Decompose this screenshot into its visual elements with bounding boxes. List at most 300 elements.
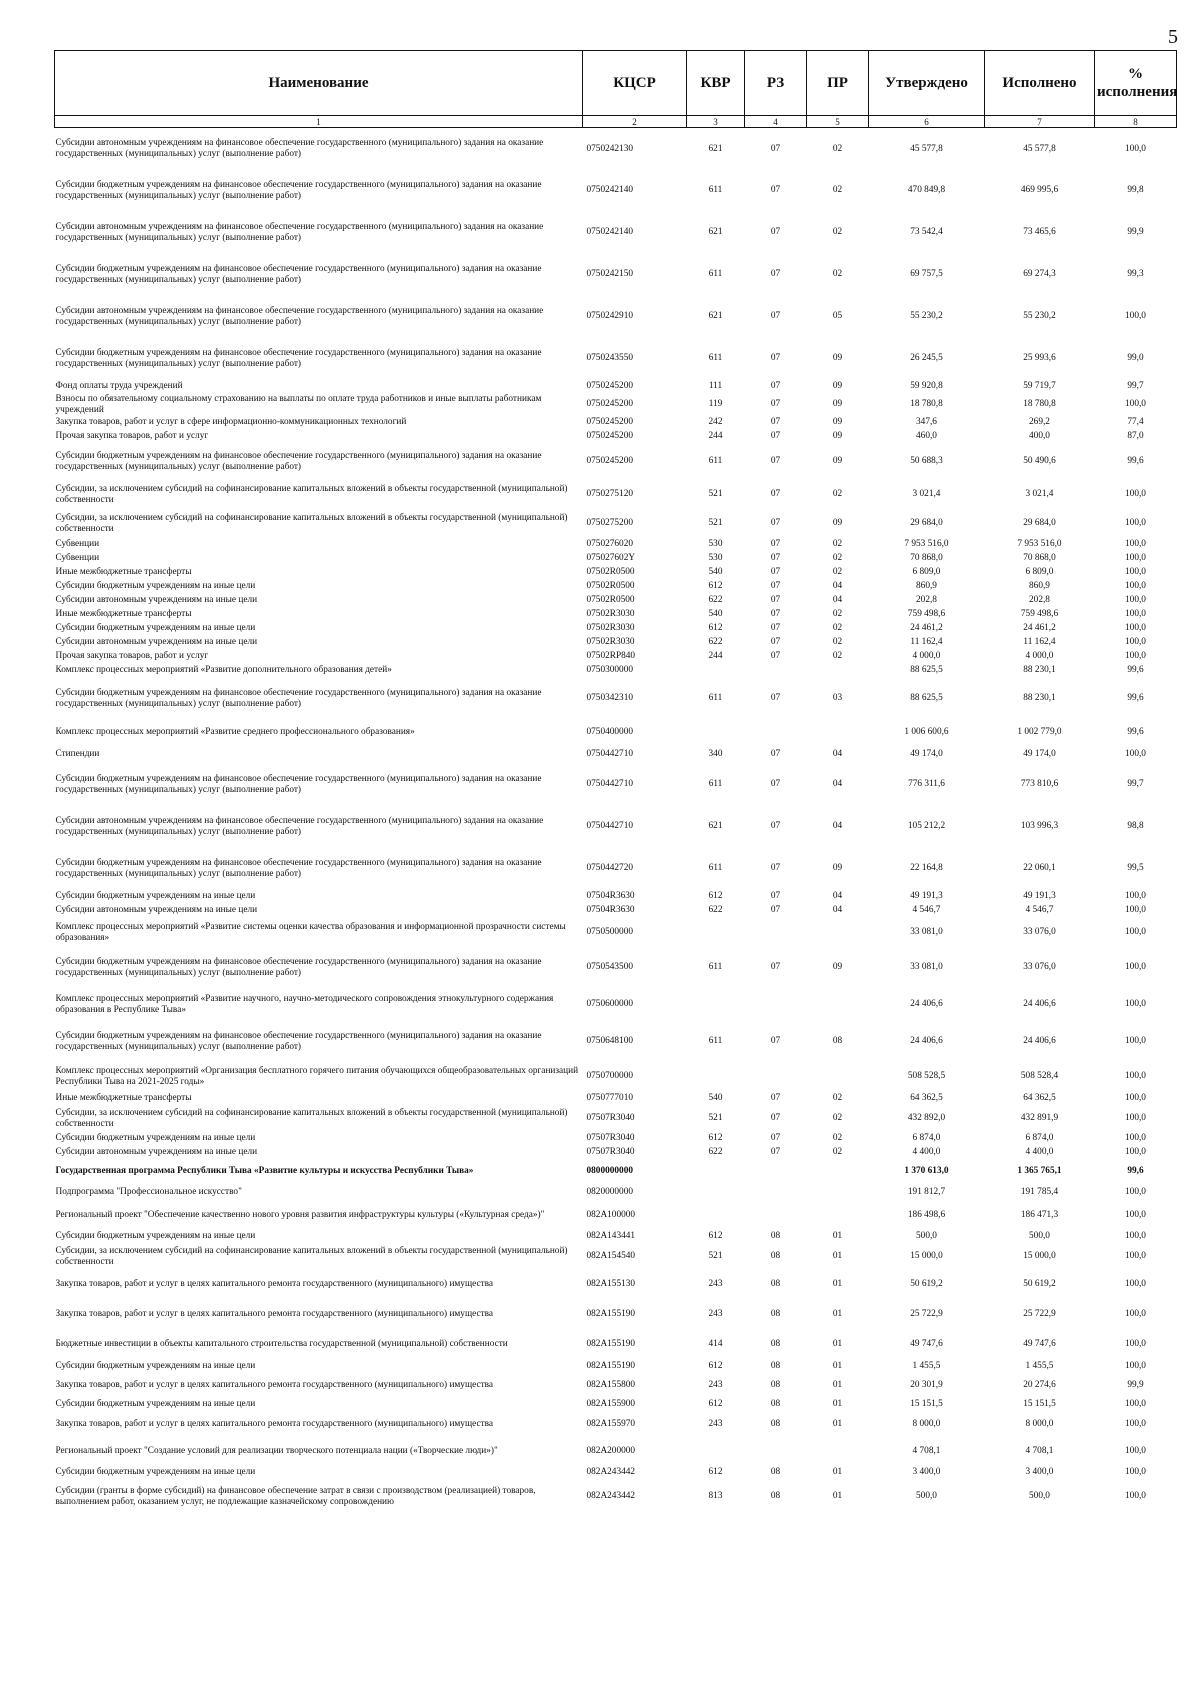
cell-kcsr: 082A243442 bbox=[586, 1491, 636, 1502]
cell-percent: 100,0 bbox=[1125, 927, 1146, 938]
cell-name: Субсидии автономным учреждениям на финансовое обеспечение государственного (муниципального) задания на оказание государственных (муниципальных) услуг (выполнение работ) bbox=[55, 816, 544, 837]
cell-rz: 07 bbox=[770, 489, 781, 500]
cell-approved: 470 849,8 bbox=[907, 185, 946, 196]
cell-pr: 09 bbox=[832, 518, 843, 529]
cell-approved: 26 245,5 bbox=[910, 353, 943, 364]
table-row bbox=[55, 580, 1177, 594]
cell-executed: 25 722,9 bbox=[1023, 1309, 1056, 1320]
cell-name: Иные межбюджетные трансферты bbox=[55, 567, 192, 578]
cell-approved: 4 546,7 bbox=[912, 905, 941, 916]
cell-executed: 103 996,3 bbox=[1020, 821, 1059, 832]
cell-executed: 49 191,3 bbox=[1023, 891, 1056, 902]
cell-kvr bbox=[687, 1184, 745, 1202]
cell-rz: 07 bbox=[770, 1147, 781, 1158]
cell-percent: 100,0 bbox=[1125, 1147, 1146, 1158]
cell-pr: 04 bbox=[832, 581, 843, 592]
cell-kvr: 243 bbox=[708, 1380, 723, 1391]
table-row bbox=[55, 1330, 1177, 1360]
cell-kcsr: 0750245200 bbox=[586, 456, 633, 467]
cell-pr: 02 bbox=[832, 609, 843, 620]
cell-kcsr: 07502R0500 bbox=[586, 595, 635, 606]
cell-kcsr: 0750777010 bbox=[586, 1093, 633, 1104]
cell-approved: 50 619,2 bbox=[910, 1279, 943, 1290]
cell-percent: 100,0 bbox=[1125, 1339, 1146, 1350]
cell-percent: 100,0 bbox=[1125, 637, 1146, 648]
cell-kcsr: 082A100000 bbox=[586, 1210, 636, 1221]
cell-rz: 07 bbox=[770, 637, 781, 648]
table-row bbox=[55, 1374, 1177, 1398]
cell-approved: 49 174,0 bbox=[910, 749, 943, 760]
cell-name: Закупка товаров, работ и услуг в целях капитального ремонта государственного (муниципального) имущества bbox=[55, 1380, 494, 1391]
cell-pr: 02 bbox=[832, 1133, 843, 1144]
cell-approved: 88 625,5 bbox=[910, 665, 943, 676]
cell-pr: 01 bbox=[832, 1309, 843, 1320]
cell-approved: 3 021,4 bbox=[912, 489, 941, 500]
header-pr: ПР bbox=[807, 51, 869, 116]
cell-kvr: 530 bbox=[708, 539, 723, 550]
cell-kvr: 243 bbox=[708, 1279, 723, 1290]
table-row bbox=[55, 416, 1177, 430]
cell-kcsr: 07507R3040 bbox=[586, 1113, 635, 1124]
cell-pr: 01 bbox=[832, 1399, 843, 1410]
cell-executed: 1 365 765,1 bbox=[1017, 1166, 1062, 1177]
cell-percent: 99,6 bbox=[1127, 1166, 1144, 1177]
cell-kvr bbox=[687, 1438, 745, 1466]
cell-rz bbox=[745, 988, 807, 1022]
cell-percent: 100,0 bbox=[1125, 595, 1146, 606]
cell-rz: 07 bbox=[770, 399, 781, 410]
cell-pr: 01 bbox=[832, 1361, 843, 1372]
cell-percent: 100,0 bbox=[1125, 539, 1146, 550]
cell-pr: 02 bbox=[832, 1147, 843, 1158]
cell-kcsr: 082A154540 bbox=[586, 1251, 636, 1262]
cell-kvr: 612 bbox=[708, 581, 723, 592]
cell-executed: 432 891,9 bbox=[1020, 1113, 1059, 1124]
cell-executed: 29 684,0 bbox=[1023, 518, 1056, 529]
table-row bbox=[55, 1146, 1177, 1160]
cell-rz: 07 bbox=[770, 905, 781, 916]
cell-executed: 18 780,8 bbox=[1023, 399, 1056, 410]
cell-percent: 100,0 bbox=[1125, 651, 1146, 662]
cell-kcsr: 07502RP840 bbox=[586, 651, 636, 662]
cell-kcsr: 07502R3030 bbox=[586, 637, 635, 648]
cell-executed: 11 162,4 bbox=[1023, 637, 1056, 648]
cell-percent: 100,0 bbox=[1125, 1467, 1146, 1478]
table-row bbox=[55, 1062, 1177, 1092]
cell-name: Иные межбюджетные трансферты bbox=[55, 1093, 192, 1104]
cell-kvr: 611 bbox=[708, 456, 723, 467]
cell-pr: 02 bbox=[832, 269, 843, 280]
cell-executed: 24 461,2 bbox=[1023, 623, 1056, 634]
cell-percent: 100,0 bbox=[1125, 1491, 1146, 1502]
cell-kcsr: 0750242910 bbox=[586, 311, 633, 322]
cell-percent: 100,0 bbox=[1125, 891, 1146, 902]
cell-kcsr: 07502R0500 bbox=[586, 567, 635, 578]
cell-name: Субсидии бюджетным учреждениям на иные цели bbox=[55, 1361, 256, 1372]
column-number: 7 bbox=[985, 116, 1095, 128]
cell-executed: 24 406,6 bbox=[1023, 1036, 1056, 1047]
cell-name: Закупка товаров, работ и услуг в целях капитального ремонта государственного (муниципального) имущества bbox=[55, 1279, 494, 1290]
cell-rz: 08 bbox=[770, 1339, 781, 1350]
cell-approved: 8 000,0 bbox=[912, 1419, 941, 1430]
cell-percent: 99,7 bbox=[1127, 381, 1144, 392]
cell-pr: 02 bbox=[832, 637, 843, 648]
cell-rz bbox=[745, 1438, 807, 1466]
cell-kvr bbox=[687, 918, 745, 948]
cell-rz: 07 bbox=[770, 651, 781, 662]
cell-approved: 7 953 516,0 bbox=[904, 539, 949, 550]
cell-name: Комплекс процессных мероприятий «Организация бесплатного горячего питания обучающихся общеобразовательных организаций Республики Тыва на 2021-2025 годы» bbox=[55, 1066, 579, 1087]
cell-percent: 100,0 bbox=[1125, 1113, 1146, 1124]
cell-name: Субсидии автономным учреждениям на иные цели bbox=[55, 1147, 258, 1158]
cell-executed: 6 809,0 bbox=[1025, 567, 1054, 578]
cell-pr: 01 bbox=[832, 1491, 843, 1502]
cell-kvr: 612 bbox=[708, 1399, 723, 1410]
table-row bbox=[55, 1412, 1177, 1438]
table-header-row bbox=[55, 51, 1177, 116]
cell-percent: 99,7 bbox=[1127, 779, 1144, 790]
cell-kvr: 813 bbox=[708, 1491, 723, 1502]
cell-rz: 08 bbox=[770, 1491, 781, 1502]
table-body bbox=[55, 128, 1177, 1514]
cell-percent: 100,0 bbox=[1125, 1361, 1146, 1372]
cell-kcsr: 0750242140 bbox=[586, 185, 633, 196]
cell-percent: 100,0 bbox=[1125, 143, 1146, 154]
table-row bbox=[55, 1022, 1177, 1062]
cell-name: Закупка товаров, работ и услуг в целях капитального ремонта государственного (муниципального) имущества bbox=[55, 1309, 494, 1320]
table-row bbox=[55, 394, 1177, 416]
cell-kcsr: 07507R3040 bbox=[586, 1133, 635, 1144]
cell-kcsr: 07502R3030 bbox=[586, 623, 635, 634]
cell-pr: 01 bbox=[832, 1380, 843, 1391]
cell-kcsr: 082A155190 bbox=[586, 1361, 636, 1372]
cell-name: Субсидии бюджетным учреждениям на финансовое обеспечение государственного (муниципального) задания на оказание государственных (муниципальных) услуг (выполнение работ) bbox=[55, 1031, 542, 1052]
cell-rz: 07 bbox=[770, 185, 781, 196]
table-row bbox=[55, 128, 1177, 170]
cell-kcsr: 0750600000 bbox=[586, 999, 633, 1010]
column-number: 5 bbox=[807, 116, 869, 128]
cell-executed: 3 021,4 bbox=[1025, 489, 1054, 500]
cell-pr: 02 bbox=[832, 1113, 843, 1124]
cell-name: Субсидии бюджетным учреждениям на финансовое обеспечение государственного (муниципального) задания на оказание государственных (муниципальных) услуг (выполнение работ) bbox=[55, 774, 542, 795]
cell-kvr: 621 bbox=[708, 311, 723, 322]
cell-pr: 02 bbox=[832, 623, 843, 634]
cell-kvr: 340 bbox=[708, 749, 723, 760]
cell-kvr: 521 bbox=[708, 1113, 723, 1124]
table-row bbox=[55, 1300, 1177, 1330]
cell-executed: 15 151,5 bbox=[1023, 1399, 1056, 1410]
cell-rz: 08 bbox=[770, 1467, 781, 1478]
cell-pr bbox=[807, 1202, 869, 1230]
cell-kvr: 540 bbox=[708, 567, 723, 578]
cell-name: Субсидии бюджетным учреждениям на иные цели bbox=[55, 1467, 256, 1478]
cell-rz: 08 bbox=[770, 1251, 781, 1262]
cell-pr: 04 bbox=[832, 821, 843, 832]
cell-name: Прочая закупка товаров, работ и услуг bbox=[55, 651, 209, 662]
cell-kcsr: 0750500000 bbox=[586, 927, 633, 938]
table-row bbox=[55, 608, 1177, 622]
cell-pr: 05 bbox=[832, 311, 843, 322]
cell-executed: 64 362,5 bbox=[1023, 1093, 1056, 1104]
cell-kvr: 243 bbox=[708, 1309, 723, 1320]
cell-name: Субсидии, за исключением субсидий на софинансирование капитальных вложений в объекты государственной (муниципальной) собственности bbox=[55, 1108, 568, 1129]
cell-name: Субвенции bbox=[55, 553, 100, 564]
cell-name: Субсидии бюджетным учреждениям на иные цели bbox=[55, 581, 256, 592]
cell-approved: 759 498,6 bbox=[907, 609, 946, 620]
cell-pr: 02 bbox=[832, 651, 843, 662]
table-row bbox=[55, 848, 1177, 890]
cell-rz: 07 bbox=[770, 779, 781, 790]
cell-executed: 469 995,6 bbox=[1020, 185, 1059, 196]
table-row bbox=[55, 1270, 1177, 1300]
cell-executed: 860,9 bbox=[1029, 581, 1050, 592]
table-row bbox=[55, 904, 1177, 918]
table-row bbox=[55, 1438, 1177, 1466]
cell-pr: 01 bbox=[832, 1419, 843, 1430]
cell-percent: 99,3 bbox=[1127, 269, 1144, 280]
cell-pr: 02 bbox=[832, 227, 843, 238]
cell-name: Субсидии автономным учреждениям на финансовое обеспечение государственного (муниципального) задания на оказание государственных (муниципальных) услуг (выполнение работ) bbox=[55, 222, 544, 243]
cell-percent: 100,0 bbox=[1125, 1187, 1146, 1198]
table-row bbox=[55, 664, 1177, 678]
cell-name: Субсидии автономным учреждениям на финансовое обеспечение государственного (муниципального) задания на оказание государственных (муниципальных) услуг (выполнение работ) bbox=[55, 138, 544, 159]
table-row bbox=[55, 1244, 1177, 1270]
cell-approved: 1 455,5 bbox=[912, 1361, 941, 1372]
cell-approved: 70 868,0 bbox=[910, 553, 943, 564]
column-number: 8 bbox=[1095, 116, 1177, 128]
cell-kvr bbox=[687, 1160, 745, 1184]
cell-kvr: 242 bbox=[708, 417, 723, 428]
cell-percent: 100,0 bbox=[1125, 553, 1146, 564]
cell-name: Закупка товаров, работ и услуг в целях капитального ремонта государственного (муниципального) имущества bbox=[55, 1419, 494, 1430]
cell-kvr: 621 bbox=[708, 143, 723, 154]
cell-kcsr: 0750242130 bbox=[586, 143, 633, 154]
cell-executed: 1 455,5 bbox=[1025, 1361, 1054, 1372]
budget-execution-table-sheet bbox=[54, 50, 1176, 1514]
table-row bbox=[55, 1106, 1177, 1132]
cell-rz: 07 bbox=[770, 1113, 781, 1124]
header-approved: Утверждено bbox=[869, 51, 985, 116]
cell-approved: 24 461,2 bbox=[910, 623, 943, 634]
cell-executed: 49 747,6 bbox=[1023, 1339, 1056, 1350]
cell-kvr: 622 bbox=[708, 905, 723, 916]
cell-executed: 15 000,0 bbox=[1023, 1251, 1056, 1262]
cell-rz: 08 bbox=[770, 1309, 781, 1320]
cell-rz: 07 bbox=[770, 431, 781, 442]
cell-executed: 22 060,1 bbox=[1023, 863, 1056, 874]
cell-kvr: 521 bbox=[708, 518, 723, 529]
cell-approved: 29 684,0 bbox=[910, 518, 943, 529]
cell-executed: 8 000,0 bbox=[1025, 1419, 1054, 1430]
cell-rz: 08 bbox=[770, 1231, 781, 1242]
cell-kcsr: 0750700000 bbox=[586, 1071, 633, 1082]
cell-pr: 09 bbox=[832, 863, 843, 874]
table-row bbox=[55, 296, 1177, 338]
cell-kvr bbox=[687, 720, 745, 746]
cell-name: Государственная программа Республики Тыва «Развитие культуры и искусства Республики Тыва» bbox=[55, 1166, 474, 1177]
cell-percent: 100,0 bbox=[1125, 1210, 1146, 1221]
table-row bbox=[55, 380, 1177, 394]
cell-rz: 07 bbox=[770, 1133, 781, 1144]
cell-percent: 100,0 bbox=[1125, 609, 1146, 620]
cell-pr: 01 bbox=[832, 1279, 843, 1290]
cell-kcsr: 082A155970 bbox=[586, 1419, 636, 1430]
cell-rz: 08 bbox=[770, 1399, 781, 1410]
cell-percent: 100,0 bbox=[1125, 518, 1146, 529]
cell-name: Региональный проект "Обеспечение качественно нового уровня развития инфраструктуры культуры («Культурная среда»)" bbox=[55, 1210, 545, 1221]
table-row bbox=[55, 1160, 1177, 1184]
cell-rz: 07 bbox=[770, 381, 781, 392]
cell-kvr: 612 bbox=[708, 891, 723, 902]
cell-executed: 202,8 bbox=[1029, 595, 1050, 606]
cell-pr bbox=[807, 1184, 869, 1202]
cell-approved: 24 406,6 bbox=[910, 999, 943, 1010]
cell-approved: 33 081,0 bbox=[910, 962, 943, 973]
cell-name: Региональный проект "Создание условий для реализации творческого потенциала нации («Творческие люди»)" bbox=[55, 1446, 498, 1457]
cell-kvr: 244 bbox=[708, 431, 723, 442]
cell-name: Субсидии бюджетным учреждениям на финансовое обеспечение государственного (муниципального) задания на оказание государственных (муниципальных) услуг (выполнение работ) bbox=[55, 180, 542, 201]
cell-kcsr: 0750648100 bbox=[586, 1036, 633, 1047]
cell-name: Субсидии бюджетным учреждениям на финансовое обеспечение государственного (муниципального) задания на оказание государственных (муниципальных) услуг (выполнение работ) bbox=[55, 264, 542, 285]
cell-percent: 100,0 bbox=[1125, 999, 1146, 1010]
cell-approved: 50 688,3 bbox=[910, 456, 943, 467]
cell-kvr: 530 bbox=[708, 553, 723, 564]
cell-approved: 105 212,2 bbox=[907, 821, 946, 832]
cell-name: Субсидии бюджетным учреждениям на финансовое обеспечение государственного (муниципального) задания на оказание государственных (муниципальных) услуг (выполнение работ) bbox=[55, 451, 542, 472]
cell-executed: 7 953 516,0 bbox=[1017, 539, 1062, 550]
cell-rz: 07 bbox=[770, 553, 781, 564]
cell-kvr: 119 bbox=[708, 399, 723, 410]
cell-pr: 09 bbox=[832, 456, 843, 467]
cell-executed: 1 002 779,0 bbox=[1017, 727, 1062, 738]
table-row bbox=[55, 806, 1177, 848]
cell-pr: 02 bbox=[832, 143, 843, 154]
cell-executed: 500,0 bbox=[1029, 1491, 1050, 1502]
cell-kvr: 612 bbox=[708, 623, 723, 634]
cell-percent: 99,8 bbox=[1127, 185, 1144, 196]
table-row bbox=[55, 622, 1177, 636]
table-row bbox=[55, 566, 1177, 580]
cell-approved: 49 191,3 bbox=[910, 891, 943, 902]
cell-rz: 07 bbox=[770, 567, 781, 578]
cell-name: Субвенции bbox=[55, 539, 100, 550]
cell-kvr: 612 bbox=[708, 1231, 723, 1242]
cell-approved: 6 874,0 bbox=[912, 1133, 941, 1144]
table-row bbox=[55, 552, 1177, 566]
cell-approved: 6 809,0 bbox=[912, 567, 941, 578]
cell-approved: 4 400,0 bbox=[912, 1147, 941, 1158]
cell-executed: 50 490,6 bbox=[1023, 456, 1056, 467]
cell-approved: 64 362,5 bbox=[910, 1093, 943, 1104]
cell-rz: 07 bbox=[770, 227, 781, 238]
cell-kvr: 611 bbox=[708, 962, 723, 973]
cell-percent: 99,9 bbox=[1127, 227, 1144, 238]
cell-rz: 07 bbox=[770, 353, 781, 364]
cell-pr: 08 bbox=[832, 1036, 843, 1047]
cell-approved: 11 162,4 bbox=[910, 637, 943, 648]
cell-executed: 33 076,0 bbox=[1023, 927, 1056, 938]
cell-rz: 07 bbox=[770, 749, 781, 760]
cell-rz: 07 bbox=[770, 311, 781, 322]
cell-rz bbox=[745, 1184, 807, 1202]
cell-pr bbox=[807, 918, 869, 948]
cell-kvr: 611 bbox=[708, 863, 723, 874]
cell-executed: 49 174,0 bbox=[1023, 749, 1056, 760]
cell-kcsr: 0750242140 bbox=[586, 227, 633, 238]
cell-pr: 02 bbox=[832, 553, 843, 564]
cell-name: Комплекс процессных мероприятий «Развитие системы оценки качества образования и информационной прозрачности системы образования» bbox=[55, 922, 566, 943]
table-row bbox=[55, 170, 1177, 212]
cell-pr: 04 bbox=[832, 891, 843, 902]
cell-percent: 100,0 bbox=[1125, 905, 1146, 916]
cell-name: Субсидии, за исключением субсидий на софинансирование капитальных вложений в объекты государственной (муниципальной) собственности bbox=[55, 513, 568, 534]
page-number: 5 bbox=[1168, 26, 1178, 48]
cell-pr: 09 bbox=[832, 381, 843, 392]
table-row bbox=[55, 538, 1177, 552]
cell-kcsr: 07504R3630 bbox=[586, 905, 635, 916]
cell-kcsr: 0750342310 bbox=[586, 693, 633, 704]
column-number: 4 bbox=[745, 116, 807, 128]
table-row bbox=[55, 480, 1177, 510]
cell-kcsr: 07504R3630 bbox=[586, 891, 635, 902]
cell-name: Субсидии автономным учреждениям на финансовое обеспечение государственного (муниципального) задания на оказание государственных (муниципальных) услуг (выполнение работ) bbox=[55, 306, 544, 327]
cell-approved: 1 006 600,6 bbox=[904, 727, 949, 738]
cell-kcsr: 0750275120 bbox=[586, 489, 633, 500]
header-kcsr: КЦСР bbox=[583, 51, 687, 116]
cell-approved: 24 406,6 bbox=[910, 1036, 943, 1047]
cell-rz: 07 bbox=[770, 863, 781, 874]
table-row bbox=[55, 1092, 1177, 1106]
cell-pr bbox=[807, 720, 869, 746]
cell-pr bbox=[807, 988, 869, 1022]
table-row bbox=[55, 594, 1177, 608]
cell-name: Субсидии бюджетным учреждениям на финансовое обеспечение государственного (муниципального) задания на оказание государственных (муниципальных) услуг (выполнение работ) bbox=[55, 348, 542, 369]
cell-kcsr: 07502R3030 bbox=[586, 609, 635, 620]
cell-percent: 99,9 bbox=[1127, 1380, 1144, 1391]
cell-rz: 07 bbox=[770, 456, 781, 467]
cell-kvr: 611 bbox=[708, 1036, 723, 1047]
cell-kcsr: 082A155800 bbox=[586, 1380, 636, 1391]
cell-approved: 15 000,0 bbox=[910, 1251, 943, 1262]
column-number: 6 bbox=[869, 116, 985, 128]
cell-name: Субсидии автономным учреждениям на иные цели bbox=[55, 905, 258, 916]
cell-approved: 500,0 bbox=[916, 1491, 937, 1502]
header-kvr: КВР bbox=[687, 51, 745, 116]
cell-pr: 02 bbox=[832, 539, 843, 550]
cell-approved: 22 164,8 bbox=[910, 863, 943, 874]
cell-kcsr: 0750245200 bbox=[586, 381, 633, 392]
cell-approved: 347,6 bbox=[916, 417, 937, 428]
cell-percent: 87,0 bbox=[1127, 431, 1144, 442]
cell-executed: 759 498,6 bbox=[1020, 609, 1059, 620]
table-row bbox=[55, 1132, 1177, 1146]
cell-pr: 09 bbox=[832, 431, 843, 442]
cell-executed: 186 471,3 bbox=[1020, 1210, 1059, 1221]
cell-name: Субсидии автономным учреждениям на иные цели bbox=[55, 595, 258, 606]
cell-percent: 100,0 bbox=[1125, 1231, 1146, 1242]
table-row bbox=[55, 212, 1177, 254]
table-row bbox=[55, 1360, 1177, 1374]
cell-percent: 100,0 bbox=[1125, 962, 1146, 973]
cell-name: Субсидии автономным учреждениям на иные цели bbox=[55, 637, 258, 648]
cell-name: Субсидии (гранты в форме субсидий) на финансовое обеспечение затрат в связи с производством (реализацией) товаров, выполнением работ, оказанием услуг, не подлежащие казначейскому сопровождению bbox=[55, 1486, 536, 1507]
cell-approved: 18 780,8 bbox=[910, 399, 943, 410]
cell-executed: 500,0 bbox=[1029, 1231, 1050, 1242]
cell-pr: 02 bbox=[832, 567, 843, 578]
cell-executed: 24 406,6 bbox=[1023, 999, 1056, 1010]
cell-approved: 59 920,8 bbox=[910, 381, 943, 392]
cell-rz bbox=[745, 1062, 807, 1092]
